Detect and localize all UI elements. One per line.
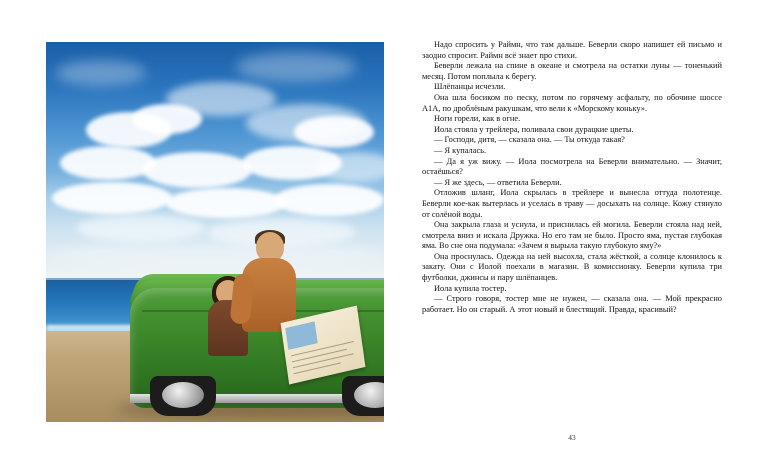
paragraph: Она шла босиком по песку, потом по горячему асфальту, по обочине шоссе А1А, по дроблёным ракушкам, что вели к «Морскому коньку».	[422, 92, 722, 113]
car-wheel	[342, 376, 384, 416]
cloud-icon	[236, 52, 356, 82]
paragraph: Иола купила тостер.	[434, 283, 507, 293]
beach-sunset-car-illustration	[46, 42, 384, 422]
dialogue-line: — Строго говоря, тостер мне не нужен, — сказала она. — Мой прекрасно работает. Но он старый. А этот новый и блестящий. Правда, красивый?	[422, 294, 722, 314]
cloud-icon	[274, 184, 384, 216]
dialogue-line: — Я купалась.	[434, 145, 487, 155]
cloud-icon	[132, 104, 202, 134]
cloud-icon	[76, 214, 206, 242]
paragraph: Иола стояла у трейлера, поливала свои дурацкие цветы.	[434, 124, 634, 134]
dialogue-line: — Я же здесь, — ответила Беверли.	[434, 177, 562, 187]
map-water-area	[285, 321, 317, 350]
cloud-icon	[166, 188, 286, 218]
cloud-icon	[294, 116, 374, 148]
cloud-icon	[60, 146, 156, 180]
paragraph: Надо спросить у Раймн, что там дальше. Беверли скоро напишет ей письмо и заодно спросит. Раймн всё знает про стихи.	[422, 40, 722, 60]
paragraph: Отложив шланг, Иола скрылась в трейлере и вынесла оттуда полотенце. Беверли кое-как вытерлась и уселась в траву — досыхать на солнце. Кожу стянуло от солёной воды.	[422, 188, 722, 219]
wheel-hub	[354, 382, 384, 408]
paragraph: Она закрыла глаза и уснула, и приснилась ей могила. Беверли стояла над ней, смотрела вниз и искала Дружка. Но его там не было. Просто яма, пустая глубокая яма. Во сне она подумала: «Зачем я вырыла такую глубокую яму?»	[422, 220, 722, 251]
cloud-icon	[46, 242, 384, 268]
paragraph: Ноги горели, как в огне.	[434, 114, 521, 124]
paragraph: Шлёпанцы исчезли.	[434, 82, 506, 92]
dialogue-line: — Да я уж вижу. — Иола посмотрела на Беверли внимательно. — Значит, остаёшься?	[422, 156, 722, 177]
paragraph: Она проснулась. Одежда на ней высохла, стала жёсткой, а солнце клонилось к закату. Они с Иолой поехали в магазин. В комиссионку. Беверли купила три футболки, джинсы и пару шлёпанцев.	[422, 251, 722, 283]
map-line	[294, 362, 341, 374]
page-number: 43	[568, 433, 576, 442]
cloud-icon	[142, 152, 252, 188]
dialogue-line: — Господи, дитя, — сказала она. — Ты откуда такая?	[434, 135, 625, 145]
paragraph: Беверли лежала на спине в океане и смотрела на остатки луны — тоненький месяц. Потом поплыла к берегу.	[422, 61, 722, 81]
wheel-hub	[162, 382, 204, 408]
car-wheel	[150, 376, 216, 416]
cloud-icon	[52, 182, 172, 214]
cloud-icon	[56, 60, 146, 86]
page-text-column	[422, 40, 722, 315]
